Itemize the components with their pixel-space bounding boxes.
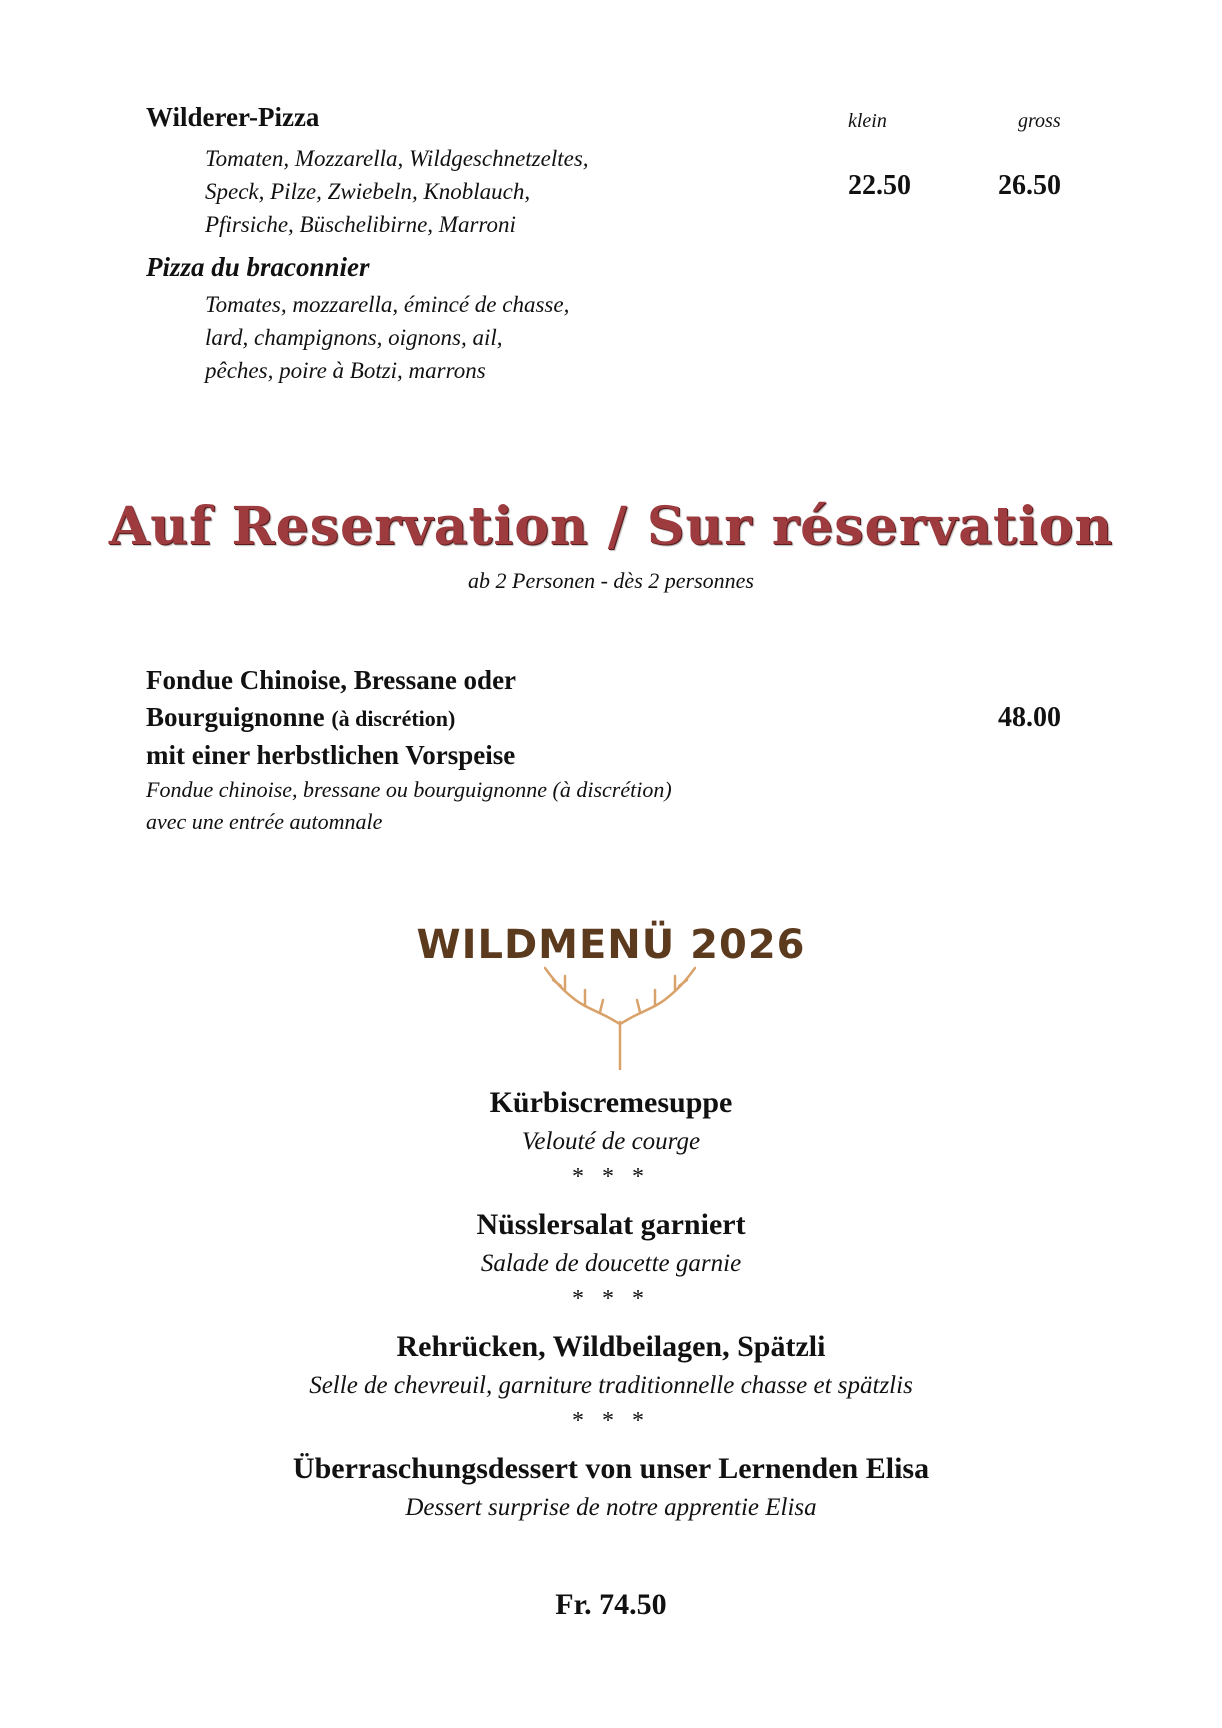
reservation-title: Auf Reservation / Sur réservation [108, 496, 1114, 557]
reservation-subtitle: ab 2 Personen - dès 2 personnes [468, 568, 754, 593]
wildmenu-price: Fr. 74.50 [555, 1588, 667, 1621]
course-1-subtitle: Velouté de courge [521, 1128, 701, 1155]
course-separator: * * * [572, 1164, 650, 1190]
course-separator: * * * [572, 1286, 650, 1312]
fondue-note: (à discrétion) [331, 706, 456, 731]
fondue-line: mit einer herbstlichen Vorspeise [146, 740, 516, 770]
course-4-subtitle: Dessert surprise de notre apprentie Elisa [405, 1494, 817, 1521]
pizza-description-de [205, 142, 589, 241]
fondue-title [146, 662, 516, 774]
pizza-price-large: 26.50 [998, 170, 1061, 201]
fondue-line [146, 699, 516, 737]
pizza-description-line: Tomates, mozzarella, émincé de chasse, [205, 292, 570, 317]
pizza-description-line: Speck, Pilze, Zwiebeln, Knoblauch, [205, 179, 531, 204]
fondue-description-fr [146, 774, 672, 838]
size-large-label: gross [1018, 110, 1061, 132]
fondue-fr-line: avec une entrée automnale [146, 809, 383, 834]
pizza-price-small: 22.50 [848, 170, 911, 201]
course-2-subtitle: Salade de doucette garnie [480, 1250, 742, 1277]
wildmenu-title: WILDMENÜ 2026 [416, 922, 806, 968]
course-3-name: Rehrücken, Wildbeilagen, Spätzli [396, 1330, 826, 1363]
course-3-subtitle: Selle de chevreuil, garniture traditionnelle chasse et spätzlis [309, 1372, 913, 1399]
pizza-name: Wilderer-Pizza [146, 102, 320, 132]
fondue-fr-line: Fondue chinoise, bressane ou bourguignonne (à discrétion) [146, 777, 672, 802]
fondue-price: 48.00 [998, 702, 1061, 733]
pizza-description-line: pêches, poire à Botzi, marrons [205, 358, 486, 383]
course-4-name: Überraschungsdessert von unser Lernenden Elisa [292, 1452, 930, 1485]
fondue-line-main: Bourguignonne [146, 702, 325, 732]
size-small-label: klein [848, 110, 887, 132]
course-separator: * * * [572, 1408, 650, 1434]
antler-icon [505, 950, 735, 1070]
pizza-description-fr [205, 288, 569, 387]
pizza-description-line: lard, champignons, oignons, ail, [205, 325, 503, 350]
pizza-description-line: Tomaten, Mozzarella, Wildgeschnetzeltes, [205, 146, 589, 171]
course-1-name: Kürbiscremesuppe [489, 1086, 733, 1119]
fondue-line: Fondue Chinoise, Bressane oder [146, 665, 517, 695]
pizza-description-line: Pfirsiche, Büschelibirne, Marroni [205, 212, 516, 237]
pizza-name-fr: Pizza du braconnier [146, 252, 370, 282]
course-2-name: Nüsslersalat garniert [476, 1208, 746, 1241]
